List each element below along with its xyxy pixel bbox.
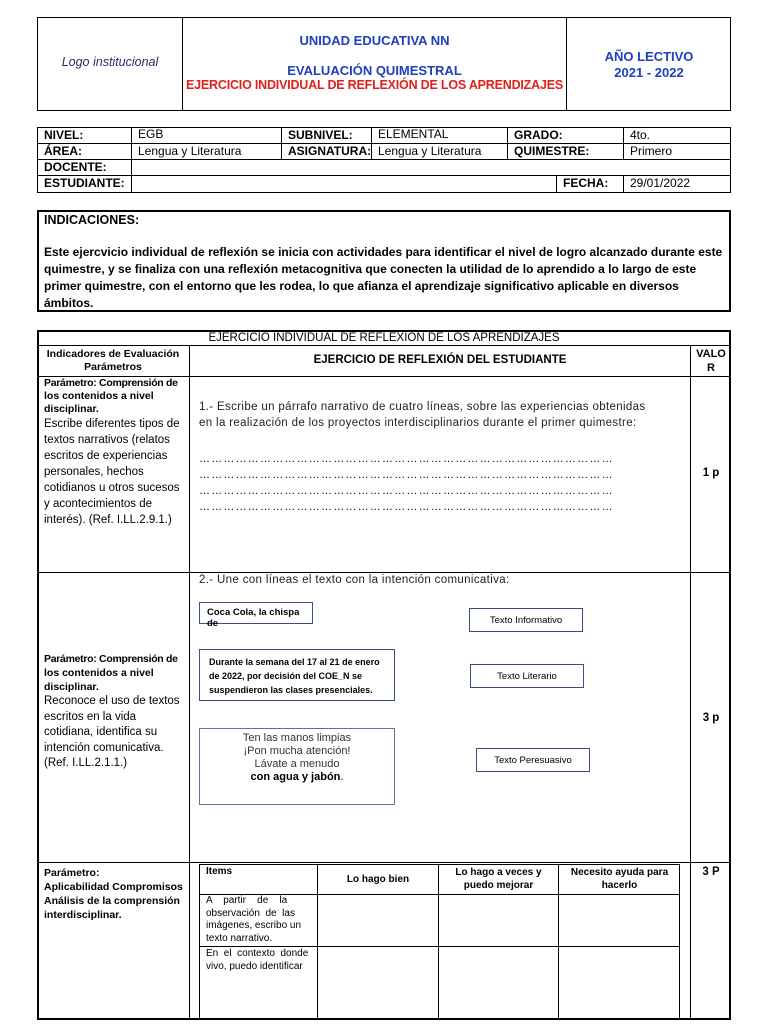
item-2-ayuda-cell[interactable] — [559, 947, 680, 1019]
target-texto-literario[interactable] — [470, 664, 584, 688]
row1-indicator-line-1: Escribe diferentes tipos de — [44, 418, 180, 430]
row1-parameter — [44, 377, 188, 528]
estudiante-label: ESTUDIANTE: — [38, 176, 131, 191]
target-literario-text: Texto Literario — [497, 671, 557, 682]
grado-value: 4to. — [630, 128, 651, 142]
row2-indicator-line-4: intención comunicativa. — [44, 741, 164, 754]
asignatura-value: Lengua y Literatura — [378, 144, 482, 158]
school-name: UNIDAD EDUCATIVA NN — [299, 33, 450, 48]
row1-value: 1 p — [702, 467, 720, 479]
option-coe-line-1: Durante la semana del 17 al 21 de enero — [209, 657, 380, 667]
question-2: 2.- Une con líneas el texto con la intención comunicativa: — [199, 574, 510, 586]
row2-param-line-3: disciplinar. — [44, 681, 99, 693]
table-title: EJERCICIO INDIVIDUAL DE REFLEXIÓN DE LOS APRENDIZAJES — [208, 332, 560, 344]
option-coca-cola-text: Coca Cola, la chispa de — [207, 607, 300, 629]
row2-param-line-2: los contenidos a nivel — [44, 667, 154, 679]
nivel-value: EGB — [138, 127, 164, 141]
option-coe-line-3: suspendieron las clases presenciales. — [209, 685, 373, 695]
row3-param-line-2: Aplicabilidad Compromisos — [44, 881, 183, 893]
indicaciones-box — [37, 210, 731, 312]
col-value-header-b: R — [707, 362, 715, 374]
question-1-line-1: 1.- Escribe un párrafo narrativo de cuatro líneas, sobre las experiencias obtenidas — [199, 401, 646, 413]
target-texto-persuasivo[interactable] — [476, 748, 590, 772]
fecha-value: 29/01/2022 — [630, 176, 691, 190]
row2-parameter — [44, 652, 188, 772]
item-1-line-2: observación de las — [206, 907, 295, 919]
year-label: AÑO LECTIVO — [604, 49, 694, 64]
row1-indicator-line-4: personales, hechos — [44, 466, 144, 478]
item-1-veces-cell[interactable] — [439, 895, 558, 946]
subnivel-label: SUBNIVEL: — [282, 128, 371, 143]
answer-line-2[interactable]: ………………………………………………………………………………………… — [199, 469, 614, 481]
item-2-line-2: vivo, puedo identificar — [206, 960, 303, 972]
row1-indicator-line-7: interés). (Ref. I.LL.2.9.1.) — [44, 514, 172, 526]
row3-param-line-3: Análisis de la comprensión — [44, 895, 180, 907]
item-1-line-3: imágenes, escribo un — [206, 920, 302, 931]
option-coe-announcement[interactable] — [199, 649, 395, 701]
row3-param-line-4: interdisciplinar. — [44, 909, 122, 921]
header-a-veces-line-2: puedo mejorar — [463, 880, 534, 891]
nivel-label: NIVEL: — [38, 128, 131, 143]
row3-value: 3 P — [702, 866, 720, 878]
header-lo-hago-bien: Lo hago bien — [346, 874, 410, 885]
row2-param-line-1: Parámetro: Comprensión de — [44, 653, 178, 665]
estudiante-field[interactable] — [132, 176, 556, 192]
row2-indicator-line-5: (Ref. I.LL.2.1.1.) — [44, 757, 128, 769]
row2-indicator-line-2: escritos en la vida — [44, 710, 137, 723]
col-exercise-header: EJERCICIO DE REFLEXIÓN DEL ESTUDIANTE — [313, 354, 567, 366]
item-2 — [206, 948, 314, 973]
item-1-line-1: A partir de la — [206, 895, 288, 906]
question-1-line-2: en la realización de los proyectos interdisciplinarios durante el primer quimestre: — [199, 417, 637, 429]
option-hand-washing[interactable] — [199, 728, 395, 805]
option-hand-line-3: Lávate a menudo — [254, 758, 340, 770]
area-label: ÁREA: — [38, 144, 131, 159]
asignatura-label: ASIGNATURA: — [282, 144, 371, 159]
exercise-title: EJERCICIO INDIVIDUAL DE REFLEXIÓN DE LOS APRENDIZAJES — [186, 78, 563, 92]
grado-label: GRADO: — [508, 128, 623, 143]
row2-indicator-line-1: Reconoce el uso de textos — [44, 695, 180, 707]
item-1-line-4: texto narrativo. — [206, 932, 273, 944]
indicaciones-title: INDICACIONES: — [44, 213, 140, 227]
row3-param-line-1: Parámetro: — [44, 867, 100, 879]
header-ayuda-line-2: hacerlo — [601, 880, 638, 891]
item-2-veces-cell[interactable] — [439, 947, 558, 1019]
option-coca-cola[interactable] — [199, 602, 313, 629]
target-texto-informativo[interactable] — [469, 608, 583, 632]
option-hand-line-4-period: . — [340, 771, 344, 783]
item-1-ayuda-cell[interactable] — [559, 895, 680, 946]
year-value: 2021 - 2022 — [614, 65, 684, 80]
item-1-bien-cell[interactable] — [318, 895, 438, 946]
col-indicators-header-a: Indicadores de Evaluación — [46, 348, 180, 360]
option-coe-line-2: de 2022, por decisión del COE_N se — [209, 671, 363, 681]
header-a-veces-line-1: Lo hago a veces y — [455, 867, 542, 878]
header-necesito-ayuda — [559, 866, 680, 892]
header-ayuda-line-1: Necesito ayuda para — [570, 867, 669, 878]
indicaciones-line-3: primer quimestre, con el entorno que les rodea, lo que afianza el aprendizaje significativo aplicable en diversos — [44, 279, 679, 293]
row1-indicator-line-5: cotidianos u otros sucesos — [44, 482, 180, 494]
row1-indicator-line-3: escritos de experiencias — [44, 450, 168, 462]
indicaciones-line-2: quimestre, y se finaliza con una reflexión metacognitiva que conecten la utilidad de lo aprendido a lo largo de este — [44, 262, 697, 276]
option-hand-line-1: Ten las manos limpias — [242, 732, 352, 744]
col-indicators-header-b: Parámetros — [84, 361, 142, 373]
answer-line-1[interactable]: ………………………………………………………………………………………… — [199, 453, 614, 465]
indicaciones-line-4: ámbitos. — [44, 296, 94, 310]
row2-indicator-line-3: cotidiana, identifica su — [44, 726, 158, 738]
row1-param-line-1: Parámetro: Comprensión de — [44, 377, 178, 389]
quimestre-value: Primero — [630, 144, 673, 158]
area-value: Lengua y Literatura — [138, 144, 242, 158]
item-2-line-1: En el contexto donde — [206, 948, 309, 959]
col-value-header-a: VALO — [696, 348, 726, 360]
row1-indicator-line-2: textos narrativos (relatos — [44, 434, 170, 446]
subnivel-value: ELEMENTAL — [378, 127, 449, 141]
evaluation-title: EVALUACIÓN QUIMESTRAL — [287, 63, 462, 78]
row2-value: 3 p — [702, 712, 720, 724]
option-hand-line-2: ¡Pon mucha atención! — [243, 745, 351, 757]
item-1 — [206, 895, 314, 945]
docente-label: DOCENTE: — [38, 160, 131, 175]
row1-indicator-line-6: y acontecimientos de — [44, 498, 153, 510]
row1-param-line-3: disciplinar. — [44, 403, 99, 415]
header-a-veces — [439, 866, 558, 892]
indicaciones-line-1: Este ejercvicio individual de reflexión se inicia con actividades para identificar el nivel de logro alcanzado durante este — [44, 245, 723, 259]
header-items: Items — [206, 866, 233, 877]
item-2-bien-cell[interactable] — [318, 947, 438, 1019]
row1-param-line-2: los contenidos a nivel — [44, 390, 154, 402]
answer-line-3[interactable]: ………………………………………………………………………………………… — [199, 485, 614, 497]
quimestre-label: QUIMESTRE: — [508, 144, 623, 159]
row3-parameter — [44, 866, 188, 922]
answer-line-4[interactable]: ………………………………………………………………………………………… — [199, 501, 614, 513]
option-hand-line-4: con agua y jabón — [250, 771, 341, 783]
fecha-label: FECHA: — [557, 176, 623, 191]
target-persuasivo-text: Texto Peresuasivo — [494, 755, 572, 766]
target-informativo-text: Texto Informativo — [489, 615, 563, 626]
logo-placeholder: Logo institucional — [61, 55, 159, 69]
docente-field[interactable] — [132, 160, 730, 175]
